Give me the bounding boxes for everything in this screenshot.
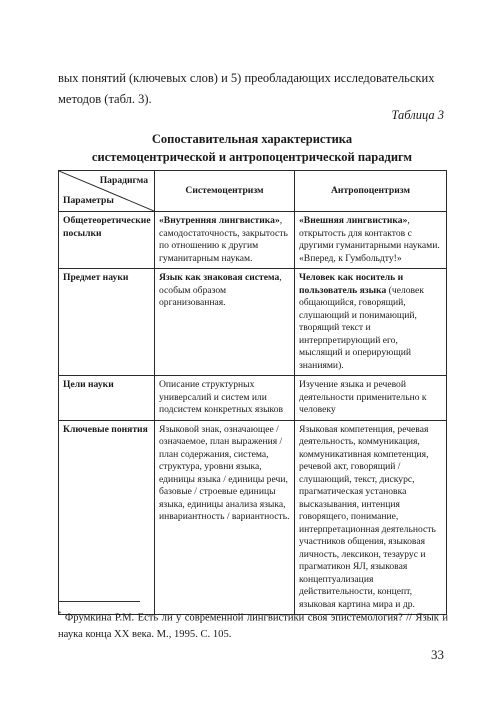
cell-anthropo: Языковая компетенция, речевая деятельность, коммуникация, коммуникативная компетенция, речевой акт, говорящий / слушающий, текст, дискурс, прагматическая установка высказывания, интенция говорящего, понимание, интерпретационная деятельность участников общения, языковая личность, лексикон, тезаурус и прагматикон ЯЛ, языковая концептуализация действительности, концепт, языковая картина мира и др. bbox=[295, 420, 447, 615]
corner-paradigm-label: Парадигма bbox=[99, 175, 148, 186]
row-label: Общетеоретические посылки bbox=[59, 212, 155, 269]
table-caption: Таблица 3 bbox=[391, 108, 444, 122]
page-number: 33 bbox=[431, 647, 444, 662]
footnote-marker: * bbox=[58, 610, 62, 618]
table-row bbox=[59, 212, 447, 269]
cell-anthropo: «Внешняя лингвистика», открытость для контактов с другими гуманитарными науками. «Вперед, к Гумбольдту!» bbox=[295, 212, 447, 269]
table-row bbox=[59, 376, 447, 421]
footnote bbox=[58, 606, 448, 643]
cell-systemo: Языковой знак, означающее / означаемое, план выражения / план содержания, система, структура, уровни языка, единицы языка / единицы речи, базовые / строевые единицы языка, единицы анализа языка, инвариантность / вариантность. bbox=[155, 420, 295, 615]
cell-anthropo: Человек как носитель и пользователь языка (человек общающийся, говорящий, слушающий и понимающий, творящий текст и интерпретирующий его, мыслящий и оперирующий знаниями). bbox=[295, 269, 447, 376]
footnote-divider bbox=[58, 601, 140, 602]
cell-anthropo: Изучение языка и речевой деятельности применительно к человеку bbox=[295, 376, 447, 421]
table-header-row bbox=[59, 171, 447, 212]
corner-parameters-label: Параметры bbox=[63, 194, 114, 206]
row-label: Ключевые понятия bbox=[59, 420, 155, 615]
footnote-text: Фрумкина Р.М. Есть ли у современной лингвистики своя эпистемология? // Язык и наука конца XX века. М., 1995. С. 105. bbox=[58, 612, 448, 640]
table-row bbox=[59, 269, 447, 376]
row-label: Цели науки bbox=[59, 376, 155, 421]
table-title-line-1: Сопоставительная характеристика bbox=[151, 132, 353, 146]
column-header-anthropocentrism: Антропоцентризм bbox=[295, 171, 447, 212]
table-title bbox=[58, 130, 446, 166]
cell-systemo: Описание структурных универсалий и систем или подсистем конкретных языков bbox=[155, 376, 295, 421]
table-row bbox=[59, 420, 447, 615]
comparison-table bbox=[58, 170, 447, 615]
row-label: Предмет науки bbox=[59, 269, 155, 376]
corner-header-cell bbox=[59, 171, 155, 212]
column-header-systemocentrism: Системоцентризм bbox=[155, 171, 295, 212]
cell-systemo: «Внутренняя лингвистика», самодостаточность, закрытость по отношению к другим гуманитарным наукам. bbox=[155, 212, 295, 269]
table-title-line-2: системоцентрической и антропоцентрической парадигм bbox=[91, 150, 413, 164]
intro-line-2: методов (табл. 3). bbox=[58, 92, 152, 106]
intro-line-1: вых понятий (ключевых слов) и 5) преобладающих исследовательских bbox=[58, 71, 435, 85]
intro-paragraph bbox=[58, 68, 448, 110]
cell-systemo: Язык как знаковая система, особым образом организованная. bbox=[155, 269, 295, 376]
